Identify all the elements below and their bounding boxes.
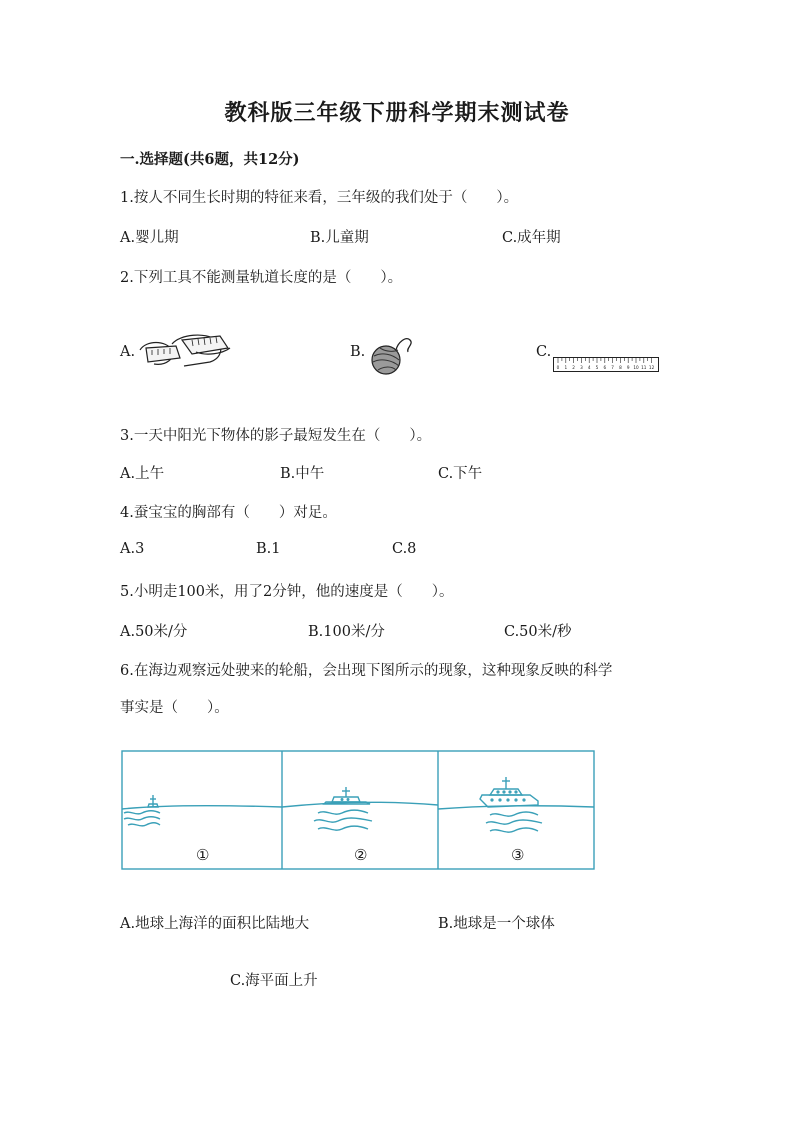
panel-label-3: ③ xyxy=(511,846,525,864)
q2-option-b[interactable]: B. xyxy=(350,344,366,360)
q5-option-a[interactable]: A.50米/分 xyxy=(120,624,188,640)
wave-icon xyxy=(486,820,542,824)
q3-option-a[interactable]: A.上午 xyxy=(120,466,165,482)
ruler-tick-label: 0 xyxy=(556,365,560,370)
question-2-stem: 2.下列工具不能测量轨道长度的是（ ）。 xyxy=(120,270,403,286)
question-5-stem: 5.小明走100米，用了2分钟，他的速度是（ ）。 xyxy=(120,584,454,600)
q6-option-a[interactable]: A.地球上海洋的面积比陆地大 xyxy=(120,916,310,932)
question-6-stem-line1: 6.在海边观察远处驶来的轮船，会出现下图所示的现象，这种现象反映的科学 xyxy=(120,663,613,679)
ruler-tick-label: 9 xyxy=(626,365,630,370)
q3-option-c[interactable]: C.下午 xyxy=(438,466,483,482)
ship-full-icon xyxy=(480,777,538,807)
ruler-tick-label: 10 xyxy=(633,365,639,370)
ruler-tick-label: 2 xyxy=(572,365,575,370)
question-1-stem: 1.按人不同生长时期的特征来看，三年级的我们处于（ ）。 xyxy=(120,190,519,206)
question-3-stem: 3.一天中阳光下物体的影子最短发生在（ ）。 xyxy=(120,428,432,444)
ruler-tick-label: 7 xyxy=(611,365,614,370)
wave-icon xyxy=(128,823,160,826)
question-4-stem: 4.蚕宝宝的胸部有（ ）对足。 xyxy=(120,505,337,521)
panel-label-2: ② xyxy=(354,846,368,864)
wave-icon xyxy=(490,812,538,816)
ruler-tick-label: 6 xyxy=(603,365,607,370)
ruler-tick-label: 1 xyxy=(564,365,568,370)
page-title: 教科版三年级下册科学期末测试卷 xyxy=(224,100,570,126)
ruler-icon xyxy=(553,357,659,373)
q6-option-b[interactable]: B.地球是一个球体 xyxy=(438,916,555,932)
horizon-line-1 xyxy=(122,806,282,809)
question-6-stem-line2: 事实是（ ）。 xyxy=(120,700,229,716)
string-ball-icon xyxy=(366,334,416,376)
ruler-tick-label: 11 xyxy=(641,365,647,370)
ruler-tick-label: 12 xyxy=(648,365,655,370)
ruler-tick-label: 4 xyxy=(587,365,591,370)
ship-upper-icon xyxy=(324,787,370,804)
q2-option-c[interactable]: C. xyxy=(536,344,552,360)
q4-option-a[interactable]: A.3 xyxy=(120,541,145,557)
wave-icon xyxy=(124,817,160,820)
q4-option-b[interactable]: B.1 xyxy=(256,541,281,557)
q5-option-b[interactable]: B.100米/分 xyxy=(308,624,385,640)
q6-option-c[interactable]: C.海平面上升 xyxy=(230,973,318,989)
ruler-tick-label: 8 xyxy=(619,365,622,370)
q1-option-c[interactable]: C.成年期 xyxy=(502,230,561,246)
ruler-tick-label: 3 xyxy=(580,365,583,370)
panel-label-1: ① xyxy=(196,846,210,864)
wave-icon xyxy=(124,811,160,814)
q3-option-b[interactable]: B.中午 xyxy=(280,466,325,482)
q1-option-a[interactable]: A.婴儿期 xyxy=(120,230,179,246)
ship-mast-icon xyxy=(148,795,158,807)
section-heading: 一.选择题(共6题，共12分) xyxy=(120,151,300,168)
q1-option-b[interactable]: B.儿童期 xyxy=(310,230,369,246)
wave-icon xyxy=(318,810,368,814)
q2-option-a[interactable]: A. xyxy=(120,344,136,360)
tape-measure-icon xyxy=(136,328,234,370)
wave-icon xyxy=(490,828,538,832)
q4-option-c[interactable]: C.8 xyxy=(392,541,417,557)
ruler-tick-label: 5 xyxy=(595,365,599,370)
q5-option-c[interactable]: C.50米/秒 xyxy=(504,624,572,640)
wave-icon xyxy=(318,826,368,830)
wave-icon xyxy=(314,818,372,822)
